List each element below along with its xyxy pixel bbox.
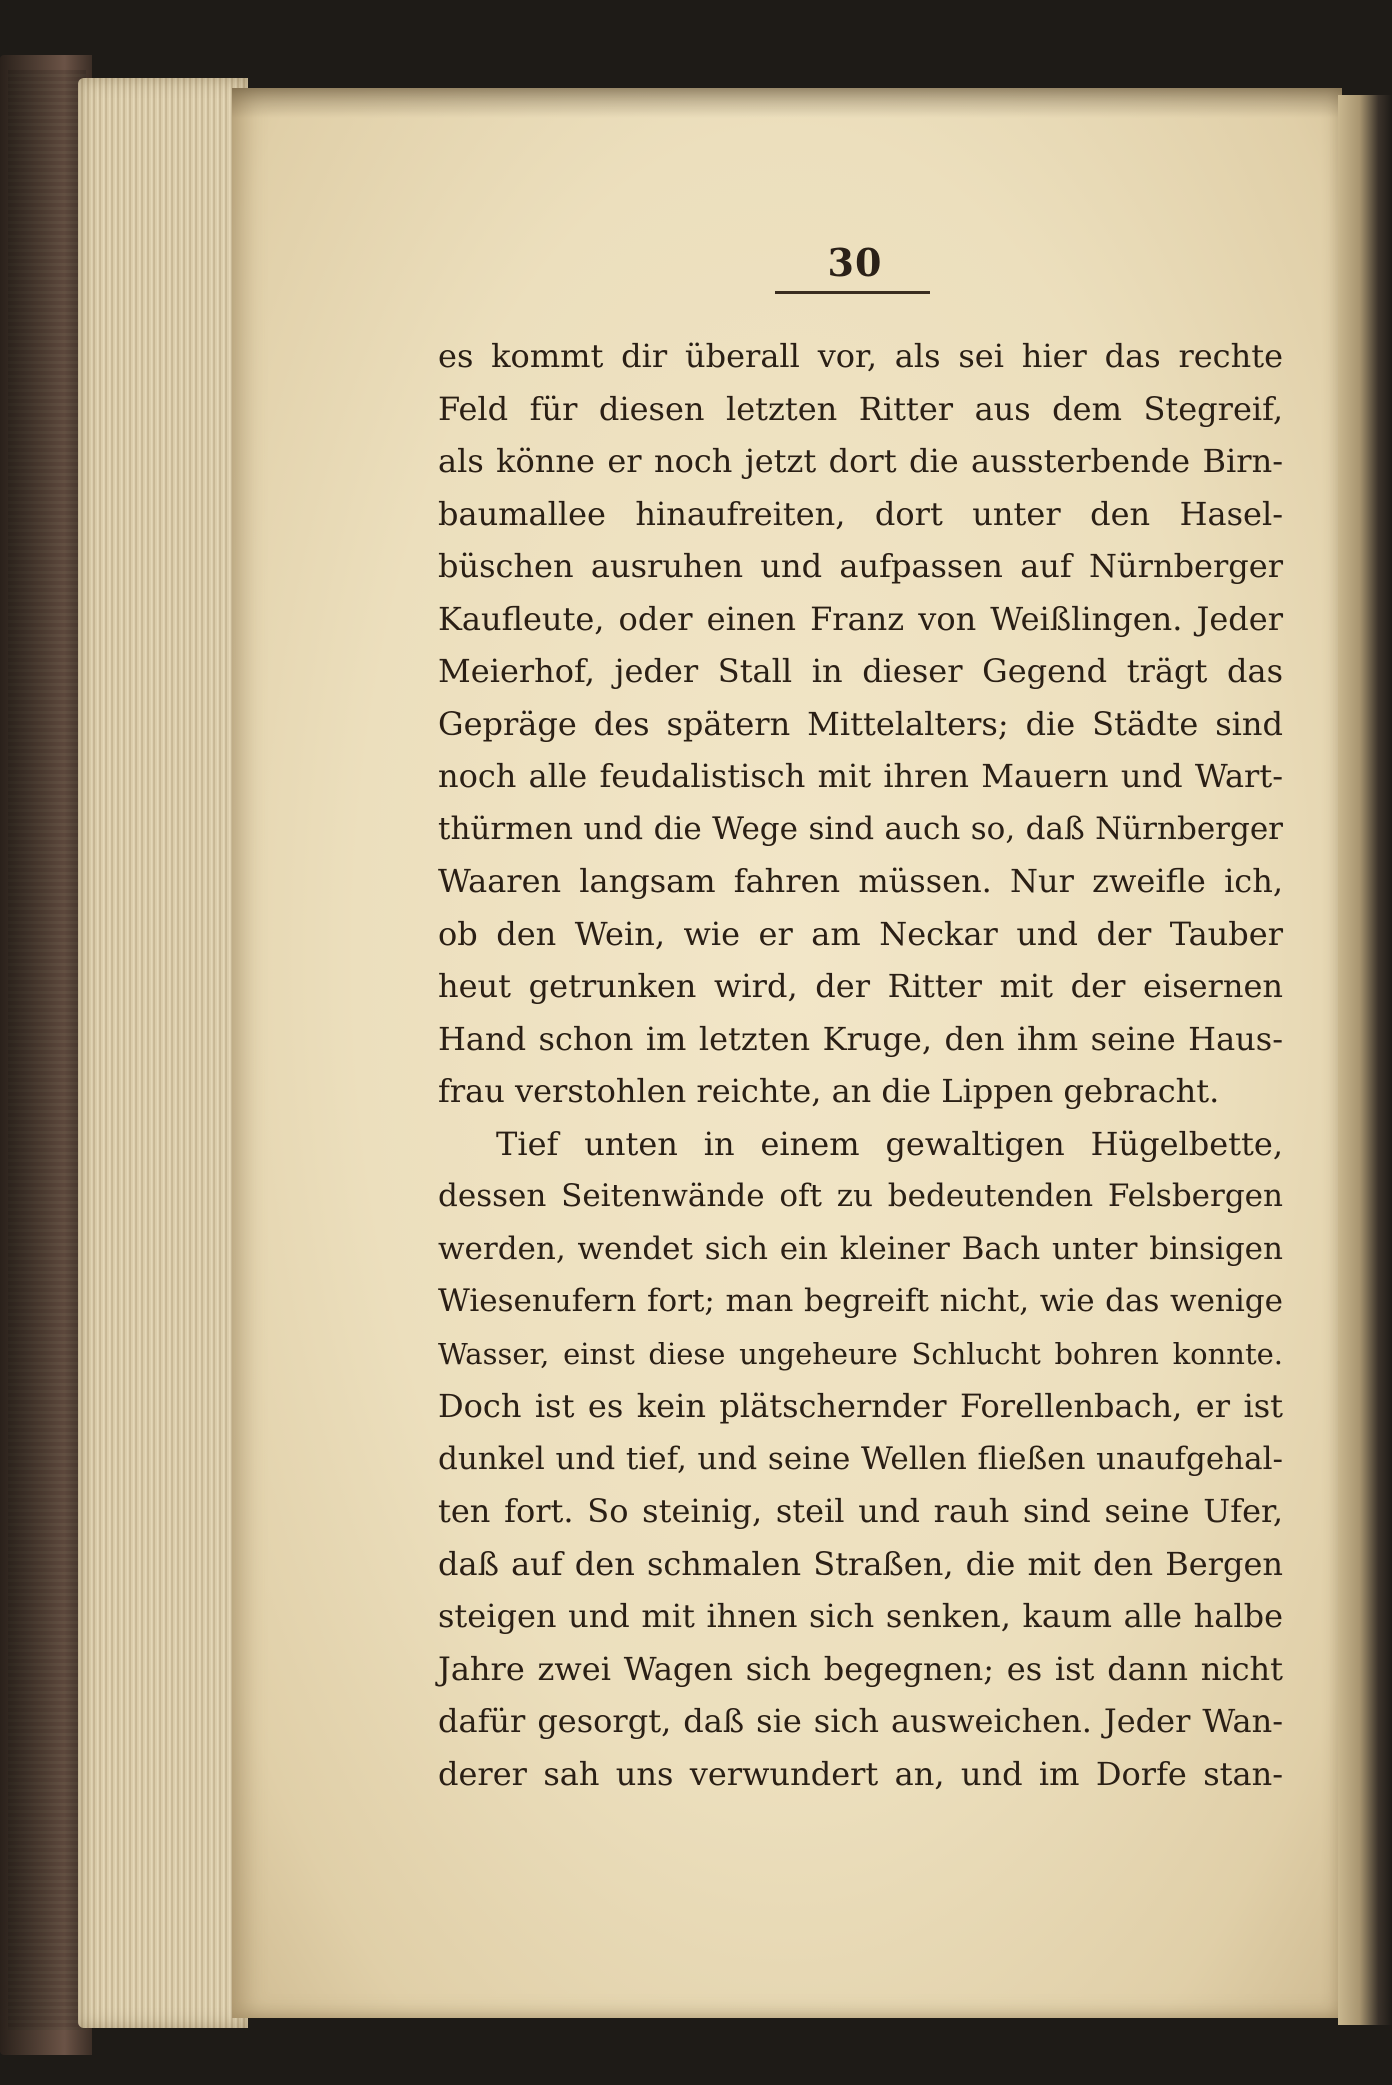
page-top-shadow: [232, 88, 1342, 118]
text-line: werden, wendet sich ein kleiner Bach unter binsigen: [438, 1230, 1283, 1267]
text-line: dafür gesorgt, daß sie sich ausweichen. Jeder Wan-: [438, 1702, 1283, 1740]
text-line: frau verstohlen reichte, an die Lippen gebracht.: [438, 1072, 1220, 1110]
text-line: Doch ist es kein plätschernder Forellenbach, er ist: [438, 1387, 1283, 1425]
page-number: 30: [827, 240, 883, 285]
text-line: baumallee hinaufreiten, dort unter den Hasel-: [438, 494, 1283, 533]
text-line: thürmen und die Wege sind auch so, daß Nürnberger: [438, 810, 1283, 847]
text-line: dunkel und tief, und seine Wellen fließen unaufgehal-: [438, 1440, 1283, 1477]
text-line: als könne er noch jetzt dort die aussterbende Birn-: [438, 442, 1283, 480]
text-line: büschen ausruhen und aufpassen auf Nürnberger: [438, 547, 1283, 585]
book-fore-edge: [1338, 95, 1392, 2025]
cover-edge-texture: [8, 70, 86, 2030]
text-line: ob den Wein, wie er am Neckar und der Tauber: [438, 914, 1283, 953]
text-line: derer sah uns verwundert an, und im Dorfe stan-: [438, 1754, 1283, 1793]
text-line: noch alle feudalistisch mit ihren Mauern und Wart-: [438, 757, 1283, 795]
text-line: Wiesenufern fort; man begreift nicht, wie das wenige: [438, 1283, 1283, 1319]
text-line: Waaren langsam fahren müssen. Nur zweifle ich,: [438, 862, 1283, 900]
body-text: [438, 330, 1283, 1800]
text-line: Kaufleute, oder einen Franz von Weißlingen. Jeder: [438, 599, 1283, 638]
text-line: Feld für diesen letzten Ritter aus dem Stegreif,: [438, 389, 1283, 428]
text-line: daß auf den schmalen Straßen, die mit den Bergen: [438, 1544, 1283, 1583]
page-stack-edges: [78, 78, 248, 2028]
text-line: Gepräge des spätern Mittelalters; die Städte sind: [438, 704, 1283, 743]
text-line: Wasser, einst diese ungeheure Schlucht bohren konnte.: [438, 1336, 1283, 1371]
text-line: heut getrunken wird, der Ritter mit der eisernen: [438, 967, 1283, 1005]
page-number-rule: [775, 291, 930, 294]
text-line: Hand schon im letzten Kruge, den ihm seine Haus-: [438, 1019, 1283, 1058]
text-line: es kommt dir überall vor, als sei hier das rechte: [438, 337, 1283, 375]
text-line: Tief unten in einem gewaltigen Hügelbette,: [496, 1124, 1283, 1163]
text-line: Meierhof, jeder Stall in dieser Gegend trägt das: [438, 652, 1283, 690]
text-line: Jahre zwei Wagen sich begegnen; es ist dann nicht: [438, 1649, 1283, 1688]
text-line: ten fort. So steinig, steil und rauh sind seine Ufer,: [438, 1492, 1283, 1530]
text-line: dessen Seitenwände oft zu bedeutenden Felsbergen: [438, 1178, 1283, 1214]
text-line: steigen und mit ihnen sich senken, kaum alle halbe: [438, 1597, 1283, 1635]
